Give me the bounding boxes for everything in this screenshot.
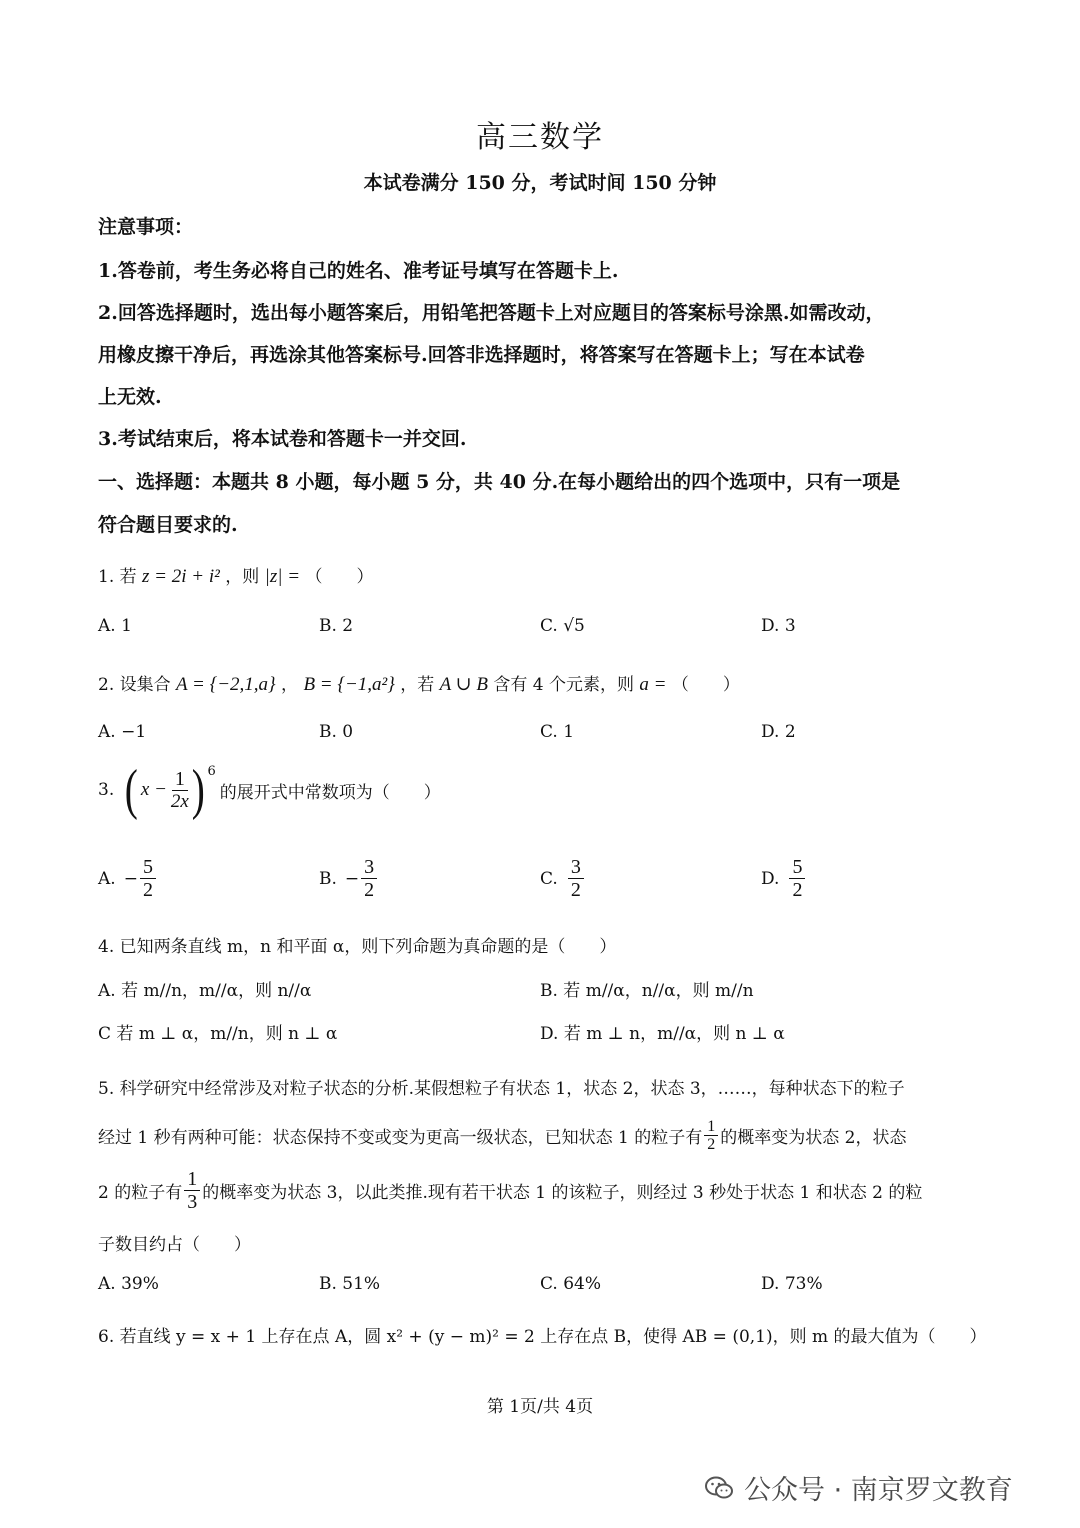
q3-option-c-fraction [568, 856, 584, 901]
q1-expression: z = 2i + i² [142, 566, 220, 587]
q2-option-d: D. 2 [761, 722, 796, 742]
q1-abs-z: |z| = [264, 566, 301, 587]
q2-option-a: A. −1 [98, 722, 147, 742]
section-heading-line-2: 符合题目要求的. [98, 514, 238, 536]
note-2-line-1: 2.回答选择题时，选出每小题答案后，用铅笔把答题卡上对应题目的答案标号涂黑.如需改动， [98, 302, 885, 324]
q3-option-a-label: A. [98, 868, 116, 889]
q5-line-3-prefix: 2 的粒子有 [98, 1183, 183, 1203]
q2-option-b: B. 0 [319, 722, 354, 742]
q3-power: 6 [207, 764, 216, 779]
q4-option-b: B. 若 m//α，n//α，则 m//n [540, 981, 754, 1001]
q5-third-numerator: 1 [184, 1168, 200, 1191]
q5-line-2-prefix: 经过 1 秒有两种可能：状态保持不变或变为更高一级状态，已知状态 1 的粒子有 [98, 1128, 703, 1148]
q3-option-d [761, 856, 805, 901]
q4-option-a: A. 若 m//n，m//α，则 n//α [98, 981, 312, 1001]
q2-option-c: C. 1 [540, 722, 575, 742]
q2-if: ，若 [400, 675, 435, 695]
q3-option-b-den: 2 [364, 879, 375, 901]
page-title: 高三数学 [476, 120, 604, 155]
wechat-icon [704, 1475, 734, 1501]
q3-frac-denominator: 2x [170, 790, 189, 812]
question-5-line-4: 子数目约占（ ） [98, 1235, 251, 1255]
q2-separator: ， [281, 675, 299, 695]
q3-option-d-den: 2 [792, 879, 803, 901]
q5-line-3-suffix: 的概率变为状态 3，以此类推.现有若干状态 1 的该粒子，则经过 3 秒处于状态 1 和状态 2 的粒 [202, 1183, 923, 1203]
q5-half-denominator: 2 [707, 1136, 716, 1153]
q3-option-d-label: D. [761, 868, 780, 889]
q3-number: 3. [98, 780, 115, 800]
exam-subtitle: 本试卷满分 150 分，考试时间 150 分钟 [363, 172, 717, 194]
q3-option-b-sign: − [344, 868, 360, 889]
q1-then: ，则 [225, 567, 260, 587]
q3-fraction [171, 768, 189, 813]
q3-option-a-fraction [140, 856, 156, 901]
q2-variable: a = [639, 674, 667, 695]
q3-option-b-fraction [361, 856, 377, 901]
question-4: 4. 已知两条直线 m，n 和平面 α，则下列命题为真命题的是（ ） [98, 937, 617, 957]
q3-option-b [319, 856, 377, 901]
q1-answer-paren: （ ） [305, 567, 374, 587]
q3-option-b-label: B. [319, 868, 337, 889]
q2-prefix: 2. 设集合 [98, 675, 171, 695]
q2-answer-paren: （ ） [671, 675, 740, 695]
note-1: 1.答卷前，考生务必将自己的姓名、准考证号填写在答题卡上. [98, 260, 619, 282]
q5-third-denominator: 3 [187, 1191, 198, 1213]
q5-fraction-half [704, 1118, 718, 1153]
q4-option-c: C 若 m ⊥ α，m//n，则 n ⊥ α [98, 1024, 338, 1044]
q3-option-a-den: 2 [142, 879, 153, 901]
q5-fraction-third [184, 1168, 200, 1213]
q3-option-c-num: 3 [568, 856, 584, 879]
question-5-line-3 [98, 1168, 922, 1213]
q2-set-b: B = {−1,a²} [303, 674, 395, 695]
q3-frac-numerator: 1 [172, 768, 188, 791]
q3-question-text: 的展开式中常数项为（ ） [219, 782, 441, 803]
q3-left-paren: ( [125, 759, 139, 821]
section-heading-line-1: 一、选择题：本题共 8 小题，每小题 5 分，共 40 分.在每小题给出的四个选项中，只有一项是 [98, 471, 901, 493]
q3-option-b-num: 3 [361, 856, 377, 879]
q3-option-a-num: 5 [140, 856, 156, 879]
q3-option-c-label: C. [540, 868, 558, 889]
q2-condition: 含有 4 个元素，则 [493, 675, 634, 695]
question-1 [98, 562, 373, 588]
note-2-line-2: 用橡皮擦干净后，再选涂其他答案标号.回答非选择题时，将答案写在答题卡上；写在本试卷 [98, 344, 865, 366]
q2-set-a: A = {−2,1,a} [176, 674, 276, 695]
q1-option-c: C. √5 [540, 616, 585, 636]
notes-heading: 注意事项： [98, 216, 194, 238]
q2-union: A ∪ B [439, 674, 488, 695]
q3-right-paren: ) [191, 759, 205, 821]
q3-x-term: x − [140, 779, 167, 800]
page-number: 第 1页/共 4页 [486, 1397, 594, 1417]
q5-option-b: B. 51% [319, 1274, 381, 1294]
q5-half-numerator: 1 [704, 1118, 718, 1136]
q5-option-d: D. 73% [761, 1274, 823, 1294]
watermark-text: 公众号 · 南京罗文教育 [744, 1475, 1013, 1506]
q3-option-c-den: 2 [570, 879, 581, 901]
note-3: 3.考试结束后，将本试卷和答题卡一并交回. [98, 428, 467, 450]
q1-prefix: 1. 若 [98, 567, 137, 587]
q4-option-d: D. 若 m ⊥ n，m//α，则 n ⊥ α [540, 1024, 785, 1044]
q3-option-d-fraction [789, 856, 805, 901]
q5-option-c: C. 64% [540, 1274, 601, 1294]
note-2-line-3: 上无效. [98, 386, 162, 408]
q1-option-b: B. 2 [319, 616, 354, 636]
q3-option-a-sign: − [123, 868, 138, 889]
question-2 [98, 670, 740, 696]
q3-option-a [98, 856, 156, 901]
q5-line-2-suffix: 的概率变为状态 2，状态 [720, 1128, 907, 1148]
q1-option-d: D. 3 [761, 616, 796, 636]
q3-option-c [540, 856, 584, 901]
q5-option-a: A. 39% [98, 1274, 159, 1294]
q1-option-a: A. 1 [98, 616, 132, 636]
question-5-line-2 [98, 1118, 906, 1153]
question-3 [98, 759, 441, 821]
question-6: 6. 若直线 y = x + 1 上存在点 A，圆 x² + (y − m)² = 2 上存在点 B，使得 AB = (0,1)，则 m 的最大值为（ ） [98, 1327, 987, 1347]
q3-option-d-num: 5 [789, 856, 805, 879]
question-5-line-1: 5. 科学研究中经常涉及对粒子状态的分析.某假想粒子有状态 1，状态 2，状态 3，……，每种状态下的粒子 [98, 1079, 905, 1099]
watermark [704, 1468, 1013, 1507]
